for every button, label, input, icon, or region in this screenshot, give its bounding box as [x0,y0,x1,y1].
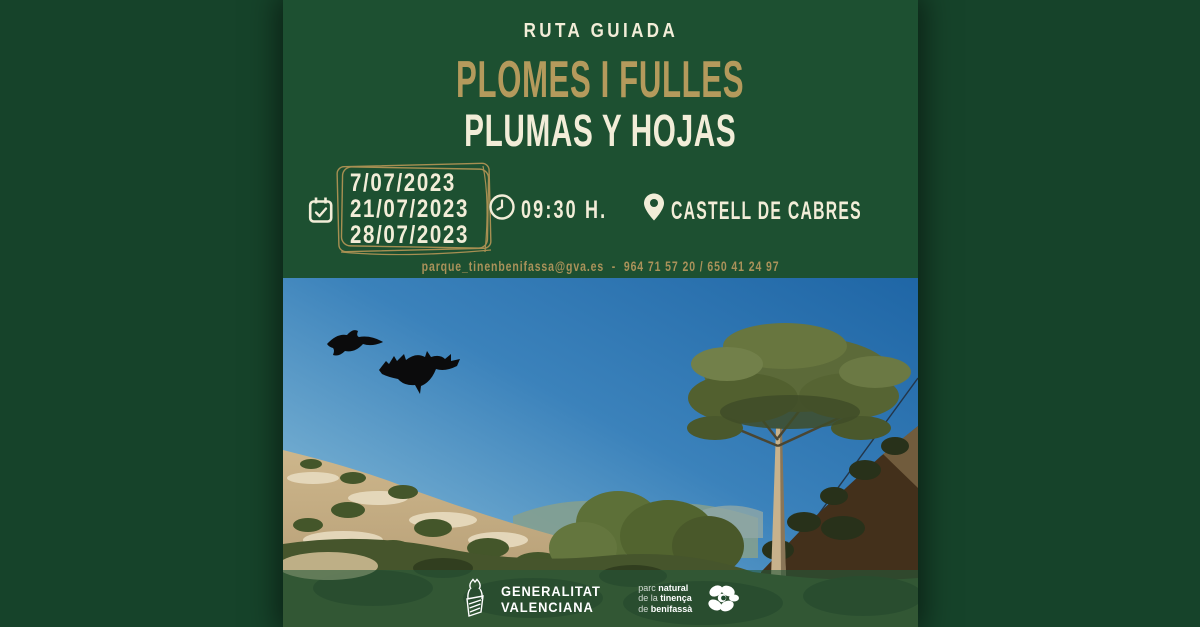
parc-line3-bold: benifassà [650,603,693,614]
clock-icon [488,193,516,221]
kicker-text: RUTA GUIADA [523,20,678,42]
contact-separator: - [611,258,617,274]
location-pin-icon [641,192,667,222]
center-panel [283,0,918,627]
landscape-photo [283,278,918,627]
kicker [283,20,918,43]
generalitat-valenciana-logo-icon [462,576,488,622]
parc-line1-bold: natural [658,582,689,593]
parc-line2-light: de la [638,593,658,604]
event-time-text: 09:30 H. [521,196,608,224]
contact-line [283,258,918,274]
event-location-text: CASTELL DE CABRES [671,197,862,225]
gva-line2: VALENCIANA [500,598,594,615]
date-line-3: 28/07/2023 [350,221,470,249]
contact-text [422,258,780,274]
contact-email: parque_tinenbenifassa@gva.es [421,258,605,274]
page-title [283,51,918,109]
date-line-1: 7/07/2023 [350,169,456,197]
calendar-check-icon [308,196,334,226]
parc-natural-flower-logo [705,583,739,615]
event-time [521,196,641,225]
event-location [671,197,974,226]
gva-line1: GENERALITAT [500,582,601,599]
parc-line1-light: parc [638,582,656,593]
contact-phones: 964 71 57 20 / 650 41 24 97 [623,258,780,274]
subtitle-text: PLUMAS Y HOJAS [464,105,737,156]
parc-line3-light: de [638,603,649,614]
date-line-2: 21/07/2023 [350,195,470,223]
parc-line2-bold: tinença [660,593,692,604]
title-text: PLOMES I FULLES [456,51,745,109]
footer-logos [283,570,918,627]
page-subtitle [283,105,918,156]
dates-list [350,170,495,248]
parc-natural-wordmark [638,583,692,615]
dates-box [333,160,497,257]
gva-wordmark [501,583,609,615]
